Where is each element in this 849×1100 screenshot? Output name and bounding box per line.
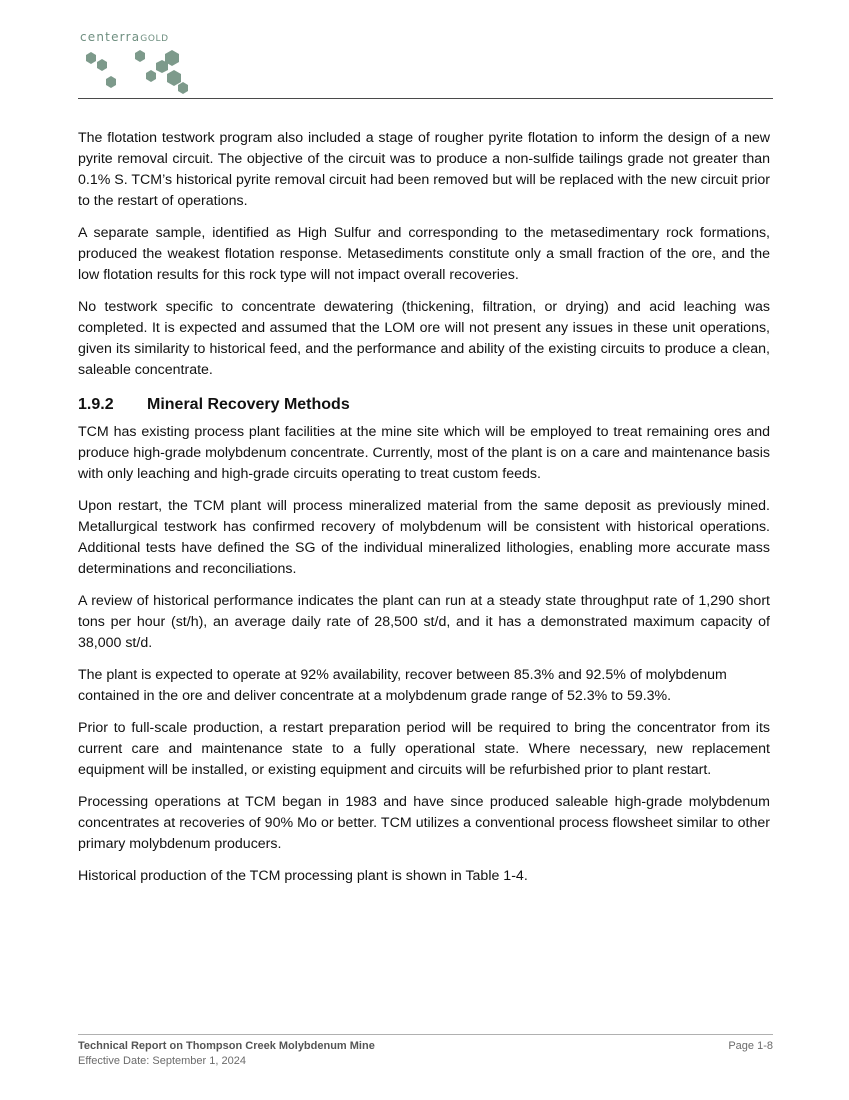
hexagon-logo-icon (78, 46, 198, 96)
section-number: 1.9.2 (78, 396, 114, 413)
paragraph: The flotation testwork program also included a stage of rougher pyrite flotation to inform the design of a new pyrite removal circuit. The objective of the circuit was to produce a non-sulfide tailings grade not greater than 0.1% S. TCM’s historical pyrite removal circuit had been removed but will be replaced with the new circuit prior to the restart of operations. (78, 130, 770, 209)
document-body (78, 128, 770, 898)
paragraph: Upon restart, the TCM plant will process mineralized material from the same deposit as previously mined. Metallurgical testwork has confirmed recovery of molybdenum will be consistent with historical operations. Additional tests have defined the SG of the individual mineralized lithologies, enabling more accurate mass determinations and reconciliations. (78, 498, 770, 577)
footer-divider (78, 1034, 773, 1035)
paragraph: A separate sample, identified as High Sulfur and corresponding to the metasedimentary rock formations, produced the weakest flotation response. Metasediments constitute only a small fraction of the ore, and the low flotation results for this rock type will not impact overall recoveries. (78, 225, 770, 283)
paragraph: Processing operations at TCM began in 1983 and have since produced saleable high-grade molybdenum concentrates at recoveries of 90% Mo or better. TCM utilizes a conventional process flowsheet similar to other primary molybdenum producers. (78, 794, 770, 852)
logo-secondary: GOLD (140, 34, 169, 44)
paragraph: The plant is expected to operate at 92% availability, recover between 85.3% and 92.5% of molybdenum contained in the ore and deliver concentrate at a molybdenum grade range of 52.3% to 59.3%. (78, 667, 727, 704)
section-title: Mineral Recovery Methods (147, 396, 350, 413)
header-divider (78, 98, 773, 99)
paragraph: Prior to full-scale production, a restart preparation period will be required to bring the concentrator from its current care and maintenance state to a fully operational state. Where necessary, new replacement equipment will be installed, or existing equipment and circuits will be refurbished prior to plant restart. (78, 720, 770, 778)
paragraph: Historical production of the TCM processing plant is shown in Table 1-4. (78, 868, 528, 884)
page-number: Page 1-8 (728, 1040, 773, 1052)
section-heading (78, 395, 770, 415)
paragraph: A review of historical performance indicates the plant can run at a steady state throughput rate of 1,290 short tons per hour (st/h), an average daily rate of 28,500 st/d, and it has a demonstrated maximum capacity of 38,000 st/d. (78, 593, 770, 651)
company-logo-text (80, 30, 169, 44)
paragraph: TCM has existing process plant facilities at the mine site which will be employed to treat remaining ores and produce high-grade molybdenum concentrate. Currently, most of the plant is on a care and maintenance basis with only leaching and high-grade circuits operating to treat custom feeds. (78, 424, 770, 482)
page-footer (78, 1039, 375, 1069)
report-title: Technical Report on Thompson Creek Molybdenum Mine (78, 1040, 375, 1052)
logo-primary: centerra (80, 30, 141, 44)
page-header (78, 28, 773, 100)
effective-date: Effective Date: September 1, 2024 (78, 1055, 246, 1067)
paragraph: No testwork specific to concentrate dewatering (thickening, filtration, or drying) and acid leaching was completed. It is expected and assumed that the LOM ore will not present any issues in these unit operations, given its similarity to historical feed, and the performance and ability of the existing circuits to produce a clean, saleable concentrate. (78, 299, 770, 378)
